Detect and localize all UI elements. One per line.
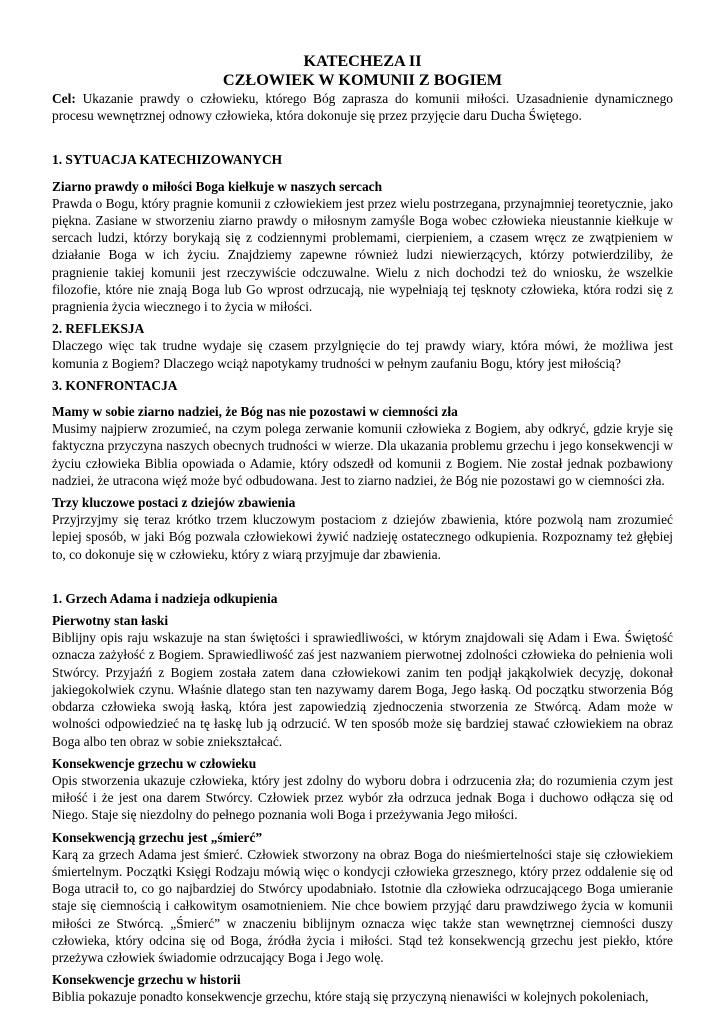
goal-text: Ukazanie prawdy o człowieku, którego Bóg zaprasza do komunii miłości. Uzasadnienie dynamicznego procesu wewnętrznej odnowy człowieka, która dokonuje się przez przyjęcie daru Ducha Świętego. xyxy=(52,91,673,124)
section-heading-2: 2. REFLEKSJA xyxy=(52,321,145,337)
paragraph-situation: Prawda o Bogu, który pragnie komunii z człowiekiem jest przez wielu postrzegana, przynajmniej teoretycznie, jako piękna. Zasiane w stworzeniu ziarno prawdy o miłosnym zamyśle Boga wobec człowieka nieustannie kiełkuje w sercach ludzi, którzy borykają się z codziennymi problemami, cierpieniem, a czasem wręcz ze zwątpieniem w działanie Boga w ich życiu. Znajdziemy zapewne również ludzi niewierzących, którzy potwierdziliby, że pragnienie takiej komunii jest rzeczywiście odczuwalne. Wielu z nich dochodzi też do wniosku, że wszelkie filozofie, które nie znają Boga lub Go wprost odrzucają, nie wypełniają tej tęsknoty człowieka, która rodzi się z pragnienia życia wiecznego i to życia w miłości. xyxy=(52,195,673,315)
paragraph-confrontation-2: Przyjrzyjmy się teraz krótko trzem kluczowym postaciom z dziejów zbawienia, które pozwolą nam zrozumieć lepiej sposób, w jaki Bóg pozwala człowiekowi żywić nadzieję ostatecznego odkupienia. Rozpoznamy też głębiej to, co dokonuje się w człowieku, który z wiarą przyjmuje dar zbawienia. xyxy=(52,512,673,562)
subheading-seed-of-truth: Ziarno prawdy o miłości Boga kiełkuje w naszych sercach xyxy=(52,178,383,194)
subheading-sin-in-man: Konsekwencje grzechu w człowieku xyxy=(52,755,257,771)
subheading-death: Konsekwencją grzechu jest „śmierć” xyxy=(52,829,263,845)
goal-label: Cel: xyxy=(52,91,76,106)
paragraph-sin-in-man: Opis stworzenia ukazuje człowieka, który jest zdolny do wyboru dobra i odrzucenia zła; do rozumienia czym jest miłość i że jest ona darem Stwórcy. Człowiek przez wybór zła odrzuca jednak Boga i duchowo odłącza się od Niego. Staje się niezdolny do pełnego poznania woli Boga i przeżywania Jego miłości. xyxy=(52,772,673,823)
document-title-line1: KATECHEZA II xyxy=(303,52,422,70)
paragraph-sin-in-history: Biblia pokazuje ponadto konsekwencje grzechu, które stają się przyczyną nienawiści w kolejnych pokoleniach, xyxy=(52,989,649,1005)
section-heading-1: 1. SYTUACJA KATECHIZOWANYCH xyxy=(52,152,283,168)
section-heading-3: 3. KONFRONTACJA xyxy=(52,377,178,393)
subheading-sin-in-history: Konsekwencje grzechu w historii xyxy=(52,972,241,988)
document-title-line2: CZŁOWIEK W KOMUNII Z BOGIEM xyxy=(222,71,503,89)
subheading-seed-of-hope: Mamy w sobie ziarno nadziei, że Bóg nas nie pozostawi w ciemności zła xyxy=(52,404,458,420)
goal-paragraph xyxy=(52,90,673,124)
subheading-three-figures: Trzy kluczowe postaci z dziejów zbawienia xyxy=(52,495,296,511)
subheading-original-grace: Pierwotny stan łaski xyxy=(52,613,169,629)
paragraph-confrontation-1: Musimy najpierw zrozumieć, na czym polega zerwanie komunii człowieka z Bogiem, aby odkryć, gdzie kryje się faktyczna przyczyna naszych obecnych trudności w wierze. Dla ukazania problemu grzechu i jego konsekwencji w życiu człowieka Biblia opowiada o Adamie, który odszedł od komunii z Bogiem. Nie został jednak pozbawiony nadziei, że utracona więź może być odbudowana. Jest to ziarno nadziei, że Bóg nie pozostawi go w ciemności zła. xyxy=(52,421,673,488)
paragraph-original-grace: Biblijny opis raju wskazuje na stan świętości i sprawiedliwości, w którym znajdowali się Adam i Ewa. Świętość oznacza zażyłość z Bogiem. Sprawiedliwość zaś jest nazwaniem pierwotnej zdolności człowieka do pełnienia woli Stwórcy. Przyjaźń z Bogiem została zatem dana człowiekowi zanim ten podjął jakąkolwiek decyzję, dokonał jakiegokolwiek czynu. Właśnie dlatego stan ten nazywamy darem Boga, Jego łaską. Od początku stworzenia Bóg obdarza człowieka swoją łaską, która jest zapowiedzią zjednoczenia stworzenia ze Stwórcą. Adam może w wolności odpowiedzieć na tę łaskę lub ją odrzucić. W ten sposób może się bardziej stawać człowiekiem na obraz Boga albo ten obraz w sobie zniekształcać. xyxy=(52,630,673,749)
paragraph-death: Karą za grzech Adama jest śmierć. Człowiek stworzony na obraz Boga do nieśmiertelności staje się człowiekiem śmiertelnym. Początki Księgi Rodzaju mówią więc o kondycji człowieka grzesznego, który przez oddalenie się od Boga utracił to, co go najbardziej do Stwórcy upodabniało. Istotnie dla człowieka odrzucającego Boga umieranie staje się ciemnością i całkowitym osamotnieniem. Nie chce bowiem przyjąć daru prawdziwego życia w komunii miłości ze Stwórcą. „Śmierć” w znaczeniu biblijnym oznacza więc także stan wewnętrznej ciemności duszy człowieka, który odcina się od Boga, źródła życia i miłości. Stąd też konsekwencją grzechu jest piekło, które przeżywa człowiek świadomie odrzucający Boga i Jego wolę. xyxy=(52,846,673,965)
part-heading-adam: 1. Grzech Adama i nadzieja odkupienia xyxy=(52,590,278,606)
paragraph-reflection: Dlaczego więc tak trudne wydaje się czasem przylgnięcie do tej prawdy wiary, która mówi, że możliwa jest komunia z Bogiem? Dlaczego wciąż napotykamy trudności w pełnym zaufaniu Bogu, który jest miłością? xyxy=(52,338,673,371)
